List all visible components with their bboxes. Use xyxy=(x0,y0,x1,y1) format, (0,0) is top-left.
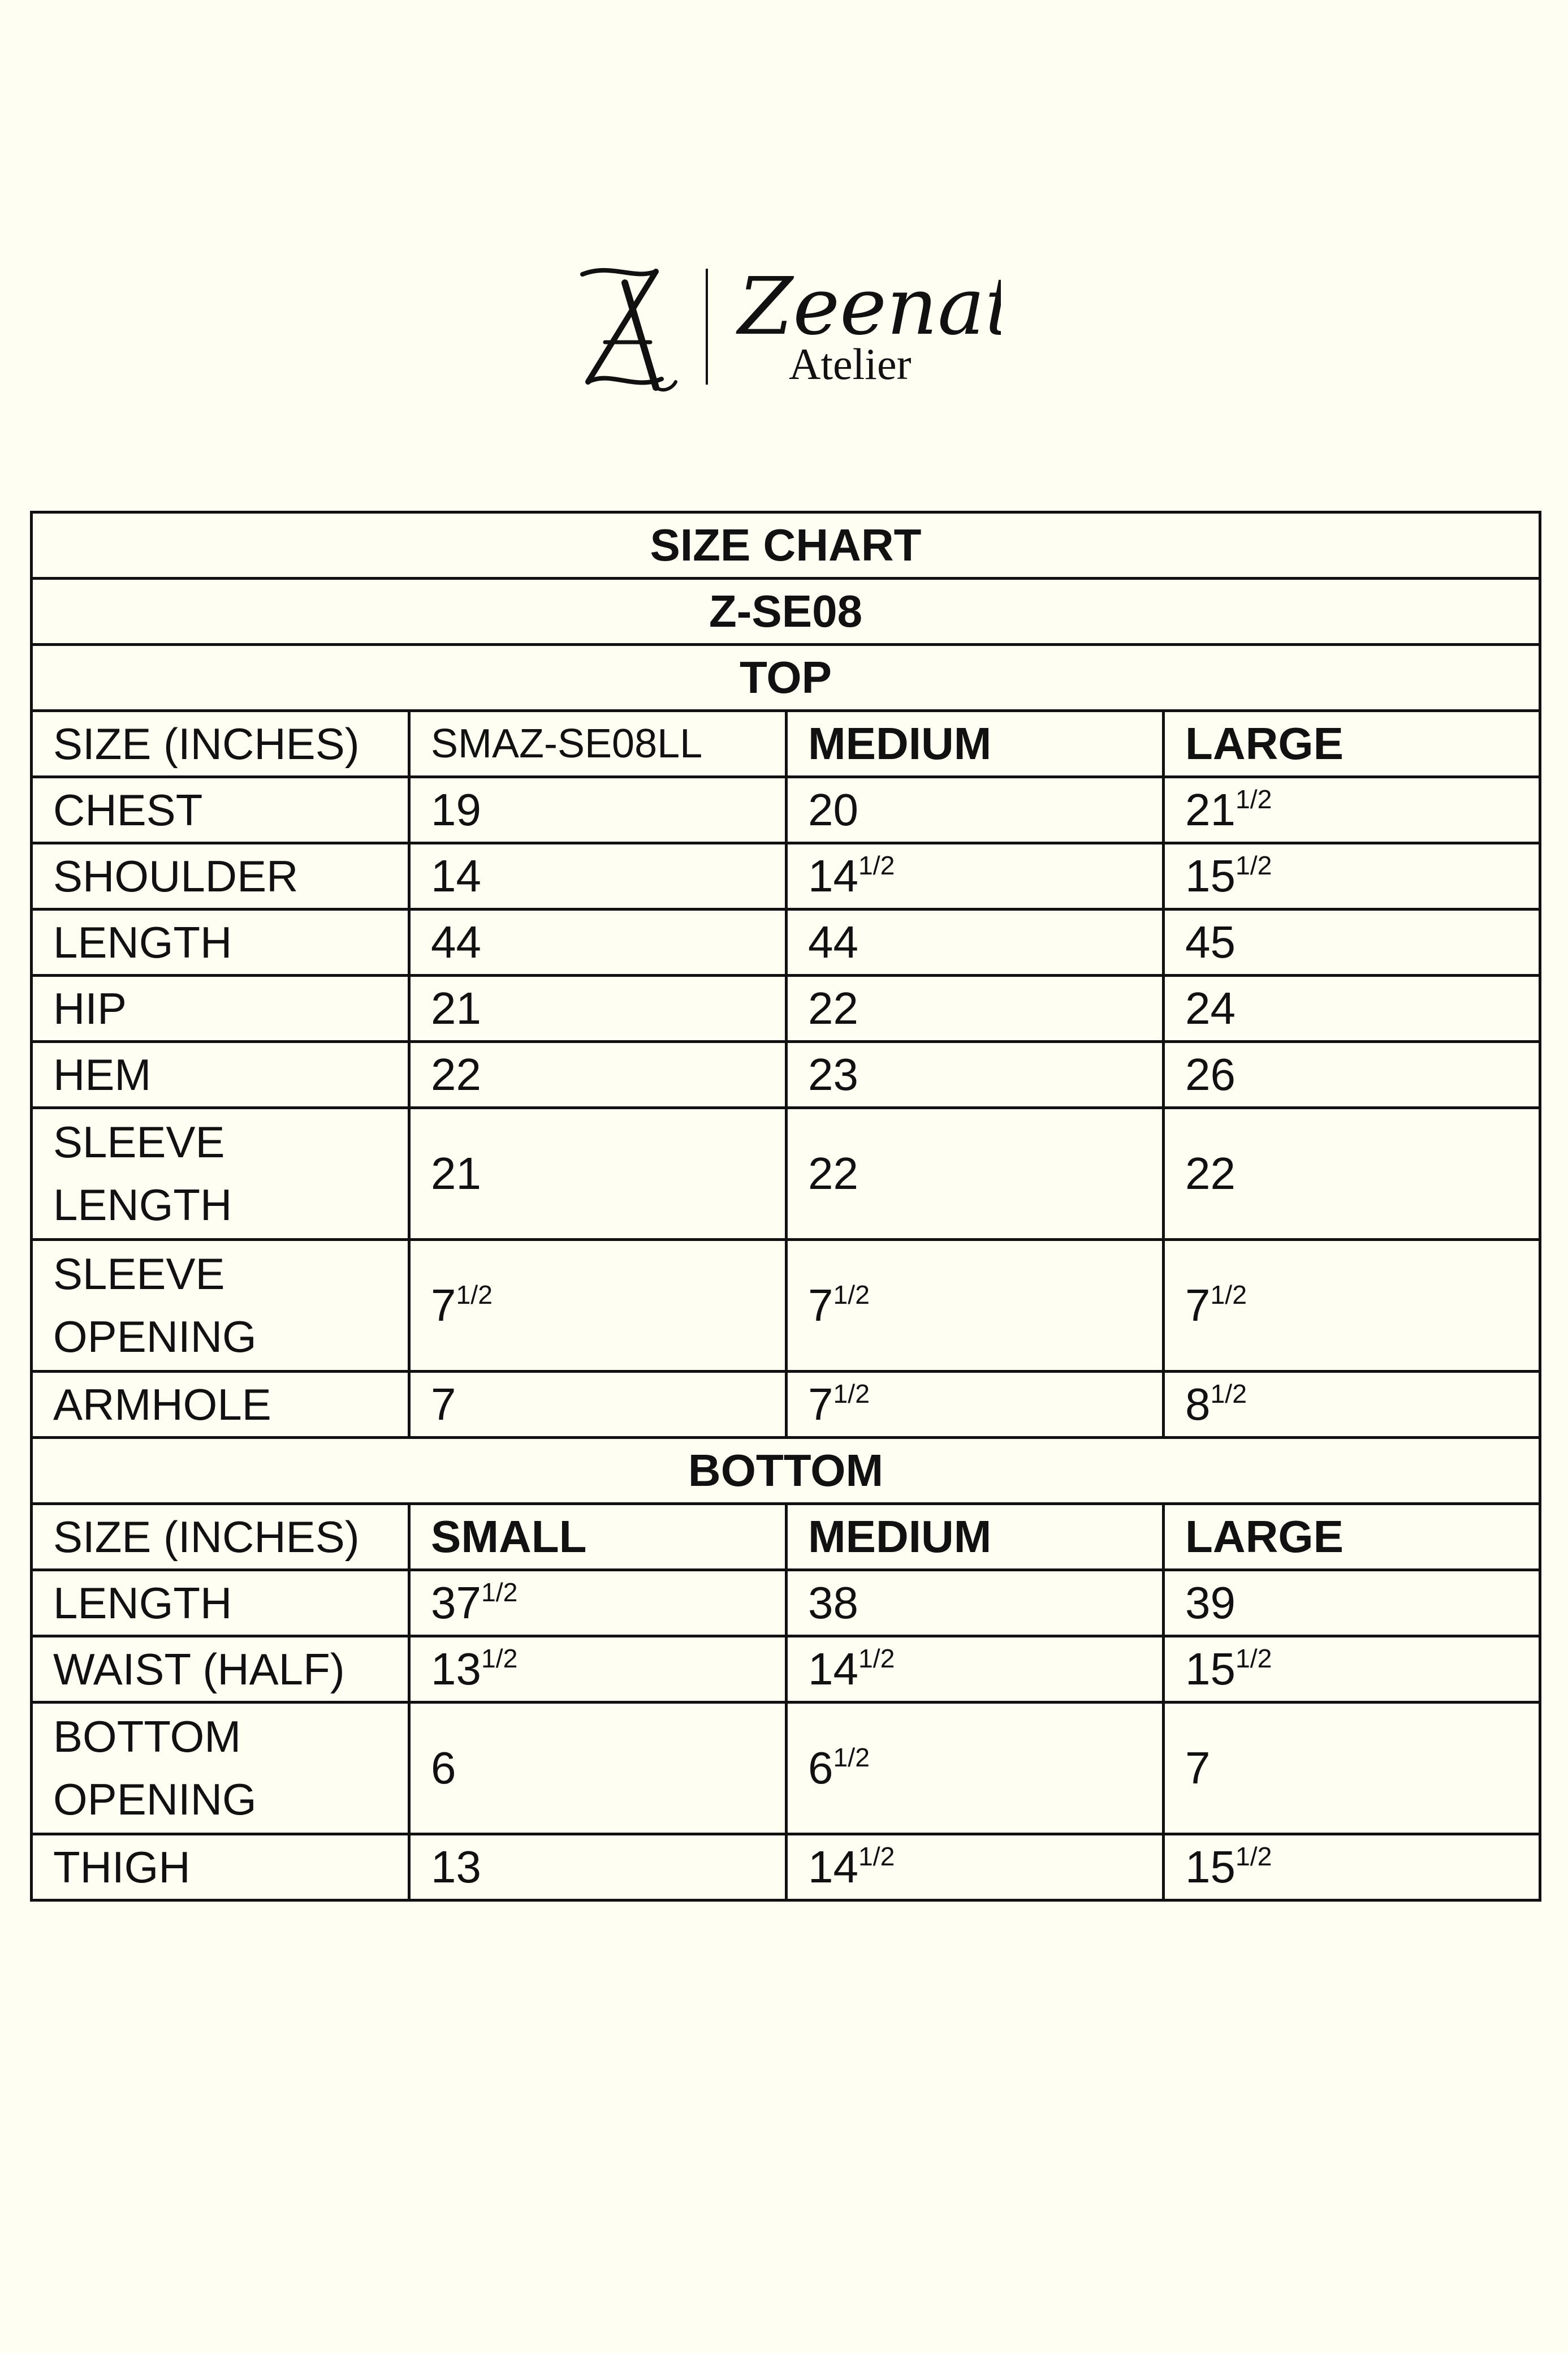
measure-value xyxy=(409,1042,787,1108)
measure-label: ARMHOLE xyxy=(32,1372,409,1438)
value-whole: 22 xyxy=(431,1049,481,1100)
measure-value xyxy=(409,1108,787,1240)
value-whole: 44 xyxy=(808,917,858,967)
measure-value xyxy=(1164,1636,1540,1703)
measure-value xyxy=(1164,1570,1540,1636)
value-fraction: 1/2 xyxy=(1235,850,1272,880)
value-whole: 21 xyxy=(431,983,481,1033)
measure-label: SHOULDER xyxy=(32,843,409,910)
top-measure-row xyxy=(32,1240,1540,1372)
measure-value xyxy=(787,843,1164,910)
value-fraction: 1/2 xyxy=(833,1378,870,1408)
measure-value xyxy=(787,777,1164,843)
measure-value xyxy=(1164,976,1540,1042)
size-chart-table xyxy=(30,511,1541,1902)
chart-title-row xyxy=(32,512,1540,579)
value-whole: 22 xyxy=(1185,1148,1236,1199)
value-whole: 7 xyxy=(431,1280,456,1330)
value-whole: 8 xyxy=(1185,1379,1211,1429)
chart-title: SIZE CHART xyxy=(32,512,1540,579)
measure-value xyxy=(787,1834,1164,1901)
measure-value xyxy=(787,1042,1164,1108)
value-whole: 6 xyxy=(431,1743,456,1793)
measure-value xyxy=(1164,1240,1540,1372)
value-whole: 15 xyxy=(1185,1644,1236,1694)
measure-value xyxy=(1164,1108,1540,1240)
top-measure-row xyxy=(32,777,1540,843)
measure-label: BOTTOM OPENING xyxy=(32,1703,409,1834)
measure-value xyxy=(409,843,787,910)
value-fraction: 1/2 xyxy=(858,850,895,880)
bottom-measure-row xyxy=(32,1703,1540,1834)
measure-value xyxy=(787,1372,1164,1438)
value-whole: 21 xyxy=(431,1148,481,1199)
bottom-size-col-1: SMALL xyxy=(409,1504,787,1570)
value-whole: 21 xyxy=(1185,785,1236,835)
value-whole: 39 xyxy=(1185,1578,1236,1628)
top-measure-row xyxy=(32,1108,1540,1240)
measure-value xyxy=(1164,1372,1540,1438)
value-whole: 14 xyxy=(808,851,858,901)
value-whole: 38 xyxy=(808,1578,858,1628)
top-measure-row xyxy=(32,1372,1540,1438)
value-whole: 22 xyxy=(808,1148,858,1199)
value-fraction: 1/2 xyxy=(858,1841,895,1871)
value-whole: 13 xyxy=(431,1842,481,1892)
value-fraction: 1/2 xyxy=(481,1643,518,1673)
measure-value xyxy=(409,1570,787,1636)
measure-value xyxy=(409,1372,787,1438)
value-whole: 7 xyxy=(808,1280,833,1330)
measure-value xyxy=(409,1240,787,1372)
bottom-size-label: SIZE (INCHES) xyxy=(32,1504,409,1570)
measure-value xyxy=(787,1636,1164,1703)
measure-value xyxy=(787,910,1164,976)
brand-logo xyxy=(571,257,1001,404)
measure-label: HIP xyxy=(32,976,409,1042)
value-whole: 15 xyxy=(1185,851,1236,901)
measure-value xyxy=(409,1834,787,1901)
value-fraction: 1/2 xyxy=(1235,784,1272,814)
value-whole: 23 xyxy=(808,1049,858,1100)
measure-value xyxy=(409,1636,787,1703)
value-whole: 14 xyxy=(808,1644,858,1694)
measure-value xyxy=(1164,1703,1540,1834)
bottom-measure-row xyxy=(32,1570,1540,1636)
value-fraction: 1/2 xyxy=(1210,1279,1247,1309)
measure-value xyxy=(787,1703,1164,1834)
value-fraction: 1/2 xyxy=(1210,1378,1247,1408)
top-size-row xyxy=(32,711,1540,777)
value-whole: 7 xyxy=(808,1379,833,1429)
value-whole: 6 xyxy=(808,1743,833,1793)
value-whole: 19 xyxy=(431,785,481,835)
monogram-icon xyxy=(582,270,676,390)
value-fraction: 1/2 xyxy=(1235,1841,1272,1871)
chart-code-row xyxy=(32,579,1540,645)
value-whole: 45 xyxy=(1185,917,1236,967)
brand-name: Zeenat xyxy=(738,261,1001,353)
value-fraction: 1/2 xyxy=(456,1279,493,1309)
measure-value xyxy=(409,910,787,976)
bottom-size-col-2: MEDIUM xyxy=(787,1504,1164,1570)
measure-value xyxy=(409,976,787,1042)
measure-label: CHEST xyxy=(32,777,409,843)
measure-value xyxy=(1164,1834,1540,1901)
top-measure-row xyxy=(32,910,1540,976)
top-measure-row xyxy=(32,843,1540,910)
top-measure-row xyxy=(32,976,1540,1042)
measure-label: HEM xyxy=(32,1042,409,1108)
measure-value xyxy=(787,1240,1164,1372)
measure-value xyxy=(409,1703,787,1834)
top-size-col-1: SMAZ-SE08LL xyxy=(409,711,787,777)
value-whole: 22 xyxy=(808,983,858,1033)
value-whole: 20 xyxy=(808,785,858,835)
value-whole: 14 xyxy=(431,851,481,901)
bottom-size-col-3: LARGE xyxy=(1164,1504,1540,1570)
value-fraction: 1/2 xyxy=(858,1643,895,1673)
value-fraction: 1/2 xyxy=(1235,1643,1272,1673)
top-size-col-2: MEDIUM xyxy=(787,711,1164,777)
measure-label: LENGTH xyxy=(32,910,409,976)
bottom-measure-row xyxy=(32,1834,1540,1901)
measure-label: WAIST (HALF) xyxy=(32,1636,409,1703)
value-whole: 24 xyxy=(1185,983,1236,1033)
top-measure-row xyxy=(32,1042,1540,1108)
top-size-col-3: LARGE xyxy=(1164,711,1540,777)
value-whole: 44 xyxy=(431,917,481,967)
bottom-heading-row xyxy=(32,1438,1540,1504)
value-whole: 7 xyxy=(431,1379,456,1429)
chart-code: Z-SE08 xyxy=(32,579,1540,645)
bottom-size-row xyxy=(32,1504,1540,1570)
measure-label: LENGTH xyxy=(32,1570,409,1636)
top-size-label: SIZE (INCHES) xyxy=(32,711,409,777)
value-whole: 7 xyxy=(1185,1743,1211,1793)
measure-label: THIGH xyxy=(32,1834,409,1901)
value-fraction: 1/2 xyxy=(481,1577,518,1607)
measure-label: SLEEVE OPENING xyxy=(32,1240,409,1372)
measure-value xyxy=(787,1108,1164,1240)
measure-value xyxy=(1164,843,1540,910)
value-fraction: 1/2 xyxy=(833,1742,870,1772)
value-fraction: 1/2 xyxy=(833,1279,870,1309)
size-chart-body xyxy=(32,512,1540,1901)
brand-sub: Atelier xyxy=(789,339,912,389)
value-whole: 14 xyxy=(808,1842,858,1892)
measure-value xyxy=(1164,1042,1540,1108)
measure-value xyxy=(1164,777,1540,843)
value-whole: 13 xyxy=(431,1644,481,1694)
measure-label: SLEEVE LENGTH xyxy=(32,1108,409,1240)
value-whole: 37 xyxy=(431,1578,481,1628)
measure-value xyxy=(787,976,1164,1042)
value-whole: 7 xyxy=(1185,1280,1211,1330)
top-heading-row xyxy=(32,645,1540,711)
measure-value xyxy=(409,777,787,843)
value-whole: 26 xyxy=(1185,1049,1236,1100)
bottom-heading: BOTTOM xyxy=(32,1438,1540,1504)
bottom-measure-row xyxy=(32,1636,1540,1703)
top-heading: TOP xyxy=(32,645,1540,711)
zeenat-atelier-logo xyxy=(571,257,1001,404)
value-whole: 15 xyxy=(1185,1842,1236,1892)
measure-value xyxy=(1164,910,1540,976)
measure-value xyxy=(787,1570,1164,1636)
